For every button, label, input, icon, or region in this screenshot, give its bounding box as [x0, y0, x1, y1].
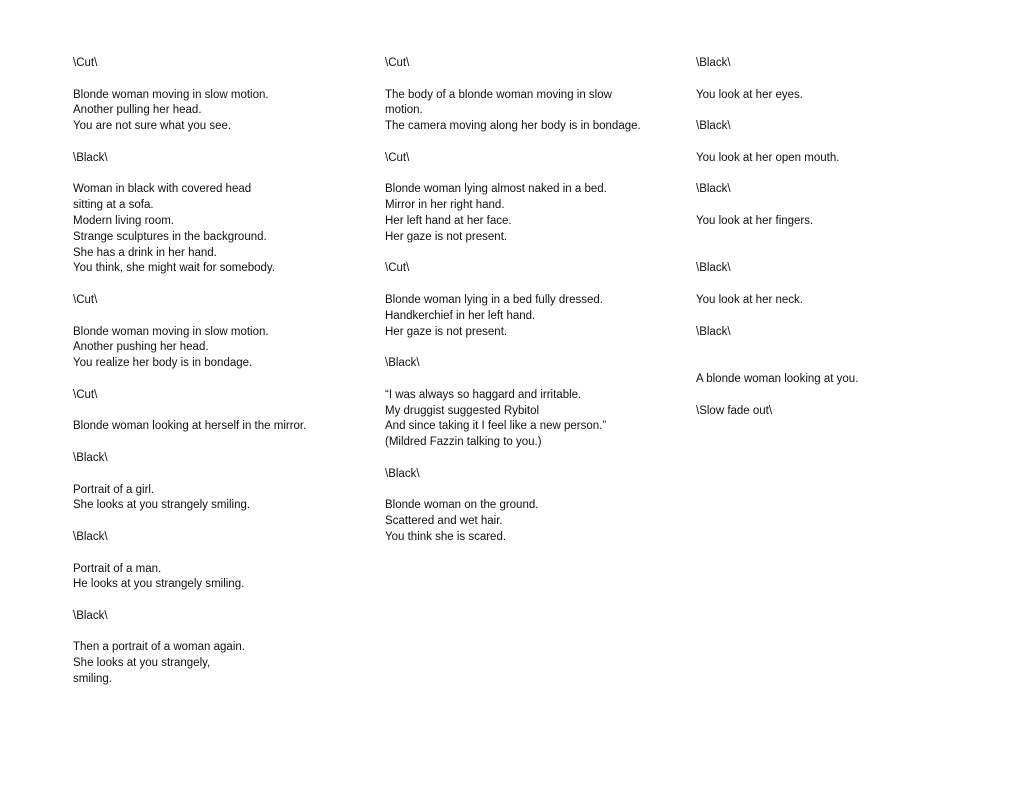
block-gap	[73, 467, 363, 483]
script-line: Then a portrait of a woman again.	[73, 641, 245, 654]
script-line: And since taking it I feel like a new person.”	[385, 420, 607, 433]
script-line: (Mildred Fazzin talking to you.)	[385, 436, 542, 449]
scene-direction: \Black\	[73, 451, 108, 464]
script-block	[73, 562, 363, 594]
script-line: Blonde woman looking at herself in the mirror.	[73, 420, 307, 433]
script-block	[385, 498, 675, 545]
block-gap	[385, 167, 675, 183]
script-column-2	[385, 56, 675, 546]
scene-direction: \Black\	[696, 120, 731, 133]
block-gap	[696, 356, 986, 372]
scene-direction: \Black\	[696, 262, 731, 275]
script-line: You realize her body is in bondage.	[73, 357, 253, 370]
script-line: The body of a blonde woman moving in slow	[385, 88, 612, 101]
script-block	[696, 261, 986, 277]
script-block	[696, 325, 986, 357]
script-line: She looks at you strangely smiling.	[73, 499, 251, 512]
block-gap	[696, 246, 986, 262]
script-line: My druggist suggested Rybitol	[385, 404, 540, 417]
script-block	[385, 182, 675, 245]
scene-direction: \Cut\	[73, 293, 98, 306]
script-line: You look at her eyes.	[696, 88, 803, 101]
block-gap	[385, 135, 675, 151]
script-line: Another pulling her head.	[73, 104, 202, 117]
script-block	[696, 404, 986, 420]
block-gap	[696, 309, 986, 325]
script-block	[696, 151, 986, 167]
script-block	[696, 88, 986, 104]
script-line: Blonde woman lying almost naked in a bed.	[385, 183, 607, 196]
block-gap	[73, 514, 363, 530]
script-line: Her left hand at her face.	[385, 214, 512, 227]
script-line: sitting at a sofa.	[73, 199, 154, 212]
script-line: Modern living room.	[73, 214, 174, 227]
script-block	[73, 483, 363, 515]
script-line: Blonde woman moving in slow motion.	[73, 325, 269, 338]
block-gap	[73, 404, 363, 420]
script-block	[696, 293, 986, 309]
script-line: Blonde woman lying in a bed fully dressed.	[385, 293, 603, 306]
script-block	[385, 88, 675, 135]
block-gap	[73, 372, 363, 388]
block-gap	[696, 167, 986, 183]
script-line: A blonde woman looking at you.	[696, 372, 859, 385]
script-block	[73, 451, 363, 467]
script-block	[73, 293, 363, 309]
script-line: The camera moving along her body is in bondage.	[385, 120, 641, 133]
block-gap	[73, 135, 363, 151]
script-line: You think she is scared.	[385, 530, 507, 543]
script-column-1	[73, 56, 363, 688]
script-line: You look at her fingers.	[696, 214, 814, 227]
block-gap	[696, 103, 986, 119]
script-line: motion.	[385, 104, 423, 117]
script-block	[73, 88, 363, 135]
script-line: You are not sure what you see.	[73, 120, 232, 133]
scene-direction: \Black\	[73, 609, 108, 622]
script-line: smiling.	[73, 673, 112, 686]
script-line: He looks at you strangely smiling.	[73, 578, 245, 591]
script-block	[696, 119, 986, 135]
script-block	[385, 151, 675, 167]
scene-direction: \Black\	[385, 467, 420, 480]
script-block	[696, 56, 986, 72]
scene-direction: \Cut\	[385, 151, 410, 164]
script-block	[73, 182, 363, 277]
block-gap	[385, 451, 675, 467]
script-line: “I was always so haggard and irritable.	[385, 388, 582, 401]
block-gap	[73, 72, 363, 88]
script-line: Handkerchief in her left hand.	[385, 309, 536, 322]
block-gap	[696, 277, 986, 293]
script-line: Her gaze is not present.	[385, 230, 508, 243]
block-gap	[73, 167, 363, 183]
script-block	[73, 530, 363, 546]
block-gap	[73, 309, 363, 325]
script-line: Blonde woman on the ground.	[385, 499, 539, 512]
script-block	[385, 388, 675, 451]
script-block	[696, 214, 986, 246]
script-block	[385, 467, 675, 483]
scene-direction: \Black\	[696, 57, 731, 69]
script-line: You look at her neck.	[696, 293, 803, 306]
block-gap	[385, 277, 675, 293]
scene-direction: \Slow fade out\	[696, 404, 773, 417]
script-block	[73, 56, 363, 72]
script-line	[696, 340, 986, 356]
block-gap	[385, 72, 675, 88]
block-gap	[696, 388, 986, 404]
scene-direction: \Black\	[696, 325, 731, 338]
script-block	[696, 372, 986, 388]
block-gap	[696, 198, 986, 214]
block-gap	[385, 483, 675, 499]
script-line	[696, 230, 986, 246]
script-line: Scattered and wet hair.	[385, 515, 503, 528]
scene-direction: \Black\	[385, 357, 420, 370]
script-line: Portrait of a man.	[73, 562, 162, 575]
script-block	[73, 640, 363, 687]
script-line: She looks at you strangely,	[73, 657, 211, 670]
block-gap	[385, 372, 675, 388]
block-gap	[696, 135, 986, 151]
script-block	[73, 419, 363, 435]
script-line: You think, she might wait for somebody.	[73, 262, 275, 275]
script-block	[696, 182, 986, 198]
scene-direction: \Cut\	[385, 262, 410, 275]
scene-direction: \Cut\	[73, 57, 98, 69]
script-column-3	[696, 56, 986, 419]
script-line: Another pushing her head.	[73, 341, 209, 354]
script-block	[385, 293, 675, 340]
script-block	[385, 356, 675, 372]
script-block	[73, 388, 363, 404]
scene-direction: \Cut\	[73, 388, 98, 401]
scene-direction: \Black\	[696, 183, 731, 196]
script-line: You look at her open mouth.	[696, 151, 840, 164]
block-gap	[385, 246, 675, 262]
script-block	[73, 151, 363, 167]
block-gap	[73, 435, 363, 451]
block-gap	[73, 277, 363, 293]
block-gap	[696, 72, 986, 88]
script-block	[73, 325, 363, 372]
block-gap	[385, 340, 675, 356]
scene-direction: \Cut\	[385, 57, 410, 69]
script-line: She has a drink in her hand.	[73, 246, 217, 259]
block-gap	[73, 593, 363, 609]
block-gap	[73, 625, 363, 641]
script-line: Woman in black with covered head	[73, 183, 252, 196]
scene-direction: \Black\	[73, 151, 108, 164]
script-line: Strange sculptures in the background.	[73, 230, 267, 243]
script-line: Her gaze is not present.	[385, 325, 508, 338]
script-block	[385, 261, 675, 277]
scene-direction: \Black\	[73, 530, 108, 543]
script-block	[73, 609, 363, 625]
script-line: Portrait of a girl.	[73, 483, 155, 496]
script-line: Mirror in her right hand.	[385, 199, 505, 212]
block-gap	[73, 546, 363, 562]
script-block	[385, 56, 675, 72]
script-line: Blonde woman moving in slow motion.	[73, 88, 269, 101]
